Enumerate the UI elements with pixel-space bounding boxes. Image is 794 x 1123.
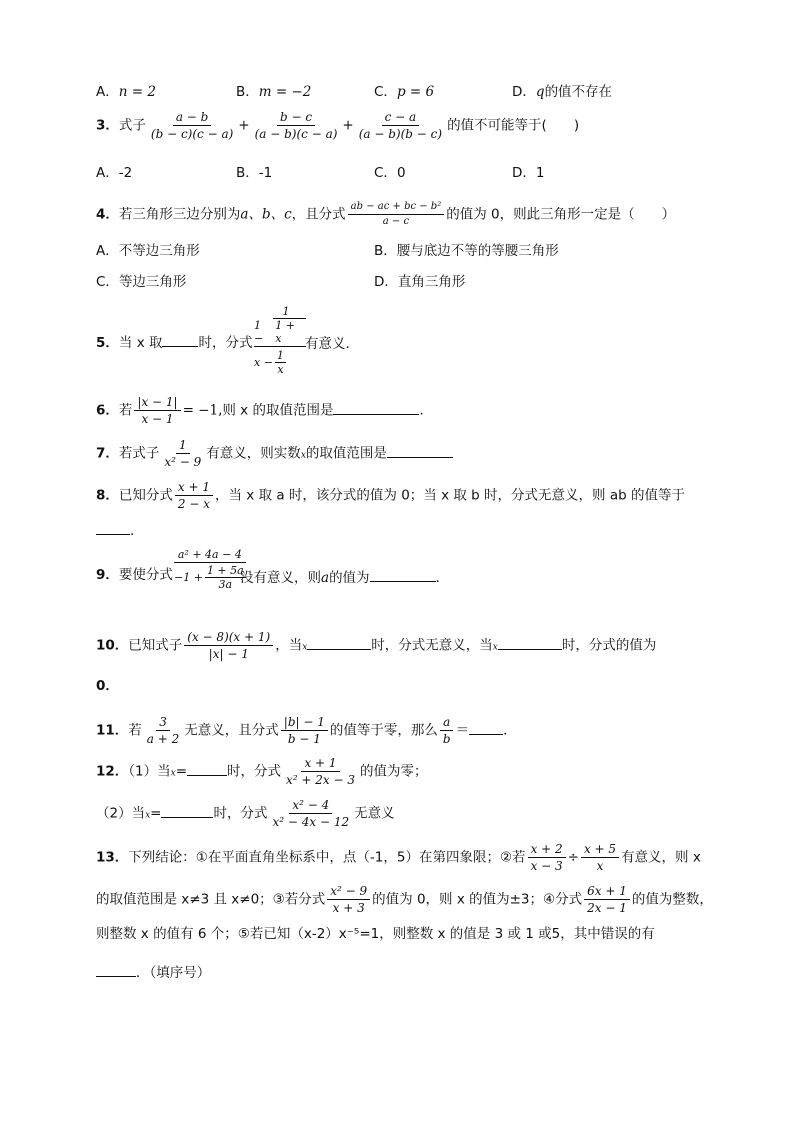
q3-option-a[interactable]: A．-2 (96, 165, 133, 181)
q2-option-b[interactable]: B．m = −2 (236, 84, 312, 100)
question-8: 8．已知分式 $\frac{x + 1}{2 - x}$ ，当 x 取 a 时，该分式的值为 0；当 x 取 b 时，分式无意义，则 ab 的值等于 (96, 480, 685, 511)
q3-option-c[interactable]: C．0 (374, 165, 406, 181)
question-12-part-1: 12．（1）当x= 时，分式 $\frac{x + 1}{\text{x² + 2x − 3}}$ 的值为零； (96, 756, 428, 787)
q7-answer-blank[interactable] (387, 443, 453, 458)
q8-fraction: $\frac{x + 1}{2 - x}$ (175, 480, 213, 511)
q4-fraction: $\frac{\text{ab − ac + bc − b²}}{a - c}$ (348, 201, 445, 228)
q7-fraction: $\frac{1}{\text{x² − 9}}$ (164, 438, 202, 469)
q2-option-d[interactable]: D．q的值不存在 (512, 84, 613, 100)
q4-option-a[interactable]: A．不等边三角形 (96, 243, 200, 259)
q5-tail: 有意义． (305, 336, 359, 352)
q3-option-b[interactable]: B．-1 (236, 165, 273, 181)
q13-answer-blank[interactable] (96, 962, 136, 977)
q11-answer-blank[interactable] (469, 720, 503, 735)
question-13-line-3: 则整数 x 的值有 6 个；⑤若已知（x-2）x⁻⁵=1，则整数 x 的值是 3 或 1 或5，其中错误的有 (96, 926, 655, 942)
question-11: 11．若 $\frac{3}{a + 2}$ 无意义，且分式 $\frac{|b| - 1}{b - 1}$ 的值等于零，那么 $\frac{a}{b}$ ＝ ． (96, 715, 517, 746)
q2-option-c[interactable]: C．p = 6 (374, 84, 435, 100)
q9-answer-blank[interactable] (370, 567, 436, 582)
q6-answer-blank[interactable] (333, 400, 419, 415)
question-10-cont: 0． (96, 678, 119, 694)
question-13-line-1: 13．下列结论：①在平面直角坐标系中，点（-1，5）在第四象限；②若 $\frac{x + 2}{x - 3}$ ÷ $\frac{x + 5}{x}$ 有意义，则 x (96, 842, 701, 873)
q3-option-d[interactable]: D．1 (512, 165, 545, 181)
question-6: 6．若 $\frac{|x - 1|}{x - 1}$ = −1,则 x 的取值范围是 ． (96, 395, 433, 426)
question-3: 3．式子 $\frac{a - b}{(b - c)(c - a)}$ + $\frac{b - c}{(a - b)(c - a)}$ + $\frac{c - a}{(a - b)(b - c)}$ 的值不可能等于( ) (96, 110, 580, 141)
q4-option-d[interactable]: D．直角三角形 (374, 274, 466, 290)
q13-fraction-1: $\frac{x + 2}{x - 3}$ (528, 842, 566, 873)
q13-fraction-3: $\frac{\text{x² − 9}}{x + 3}$ (327, 884, 370, 915)
question-5: 5．当 x 取 时，分式 (96, 332, 252, 352)
q5-nested-fraction: 1 1 − 1 + x x − $\frac{1}{x}$ (254, 305, 306, 376)
question-7: 7．若式子 $\frac{1}{\text{x² − 9}}$ 有意义，则实数x的取值范围是 (96, 438, 453, 469)
q6-fraction: $\frac{|x - 1|}{x - 1}$ (134, 395, 180, 426)
q3-fraction-3: $\frac{c - a}{(a - b)(b - c)}$ (358, 110, 443, 141)
q5-answer-blank[interactable] (162, 332, 198, 347)
q12-blank-2[interactable] (161, 803, 213, 818)
q10-blank-2[interactable] (498, 635, 562, 650)
q12-blank-1[interactable] (187, 761, 227, 776)
question-10: 10．已知式子 $\frac{(x - 8)(x + 1)}{|x| - 1}$ ，当x 时，分式无意义，当x 时，分式的值为 (96, 630, 657, 661)
question-4: 4．若三角形三边分别为a、b、c，且分式 $\frac{\text{ab − ac + bc − b²}}{a - c}$ 的值为 0，则此三角形一定是（ ） (96, 201, 676, 227)
q11-fraction-1: $\frac{3}{a + 2}$ (146, 715, 180, 746)
question-8-cont: ． (96, 520, 144, 540)
q11-fraction-2: $\frac{|b| - 1}{b - 1}$ (281, 715, 328, 746)
q4-option-c[interactable]: C．等边三角形 (96, 274, 187, 290)
q12-fraction-2: $\frac{\text{x² − 4}}{\text{x² − 4x − 12}}$ (272, 798, 350, 829)
q13-fraction-2: $\frac{x + 5}{x}$ (581, 842, 619, 873)
question-13-line-4: ．（填序号） (96, 962, 210, 982)
q11-fraction-3: $\frac{a}{b}$ (440, 715, 454, 746)
q13-fraction-4: $\frac{6x + 1}{2x - 1}$ (584, 884, 630, 915)
q10-blank-1[interactable] (307, 635, 371, 650)
question-12-part-2: （2）当x= 时，分式 $\frac{\text{x² − 4}}{\text{x² − 4x − 12}}$ 无意义 (96, 798, 395, 829)
question-9: 9．要使分式 (96, 567, 173, 583)
q10-fraction: $\frac{(x - 8)(x + 1)}{|x| - 1}$ (184, 630, 273, 661)
q4-option-b[interactable]: B．腰与底边不等的等腰三角形 (374, 243, 559, 259)
q12-fraction-1: $\frac{x + 1}{\text{x² + 2x − 3}}$ (286, 756, 356, 787)
question-13-line-2: 的取值范围是 x≠3 且 x≠0；③若分式 $\frac{\text{x² − 9}}{x + 3}$ 的值为 0，则 x 的值为±3；④分式 $\frac{6x + 1}{2x - 1}$ 的值为整数， (96, 884, 713, 915)
q3-fraction-1: $\frac{a - b}{(b - c)(c - a)}$ (150, 110, 234, 141)
q3-fraction-2: $\frac{b - c}{(a - b)(c - a)}$ (254, 110, 338, 141)
q9-tail: 没有意义，则a的值为 ． (240, 566, 449, 586)
q2-option-a[interactable]: A．n = 2 (96, 84, 156, 100)
q9-nested-fraction: a² + 4a − 4 −1 + $\frac{1 + 5a}{3a}$ (174, 548, 244, 591)
q8-answer-blank[interactable] (96, 520, 130, 535)
